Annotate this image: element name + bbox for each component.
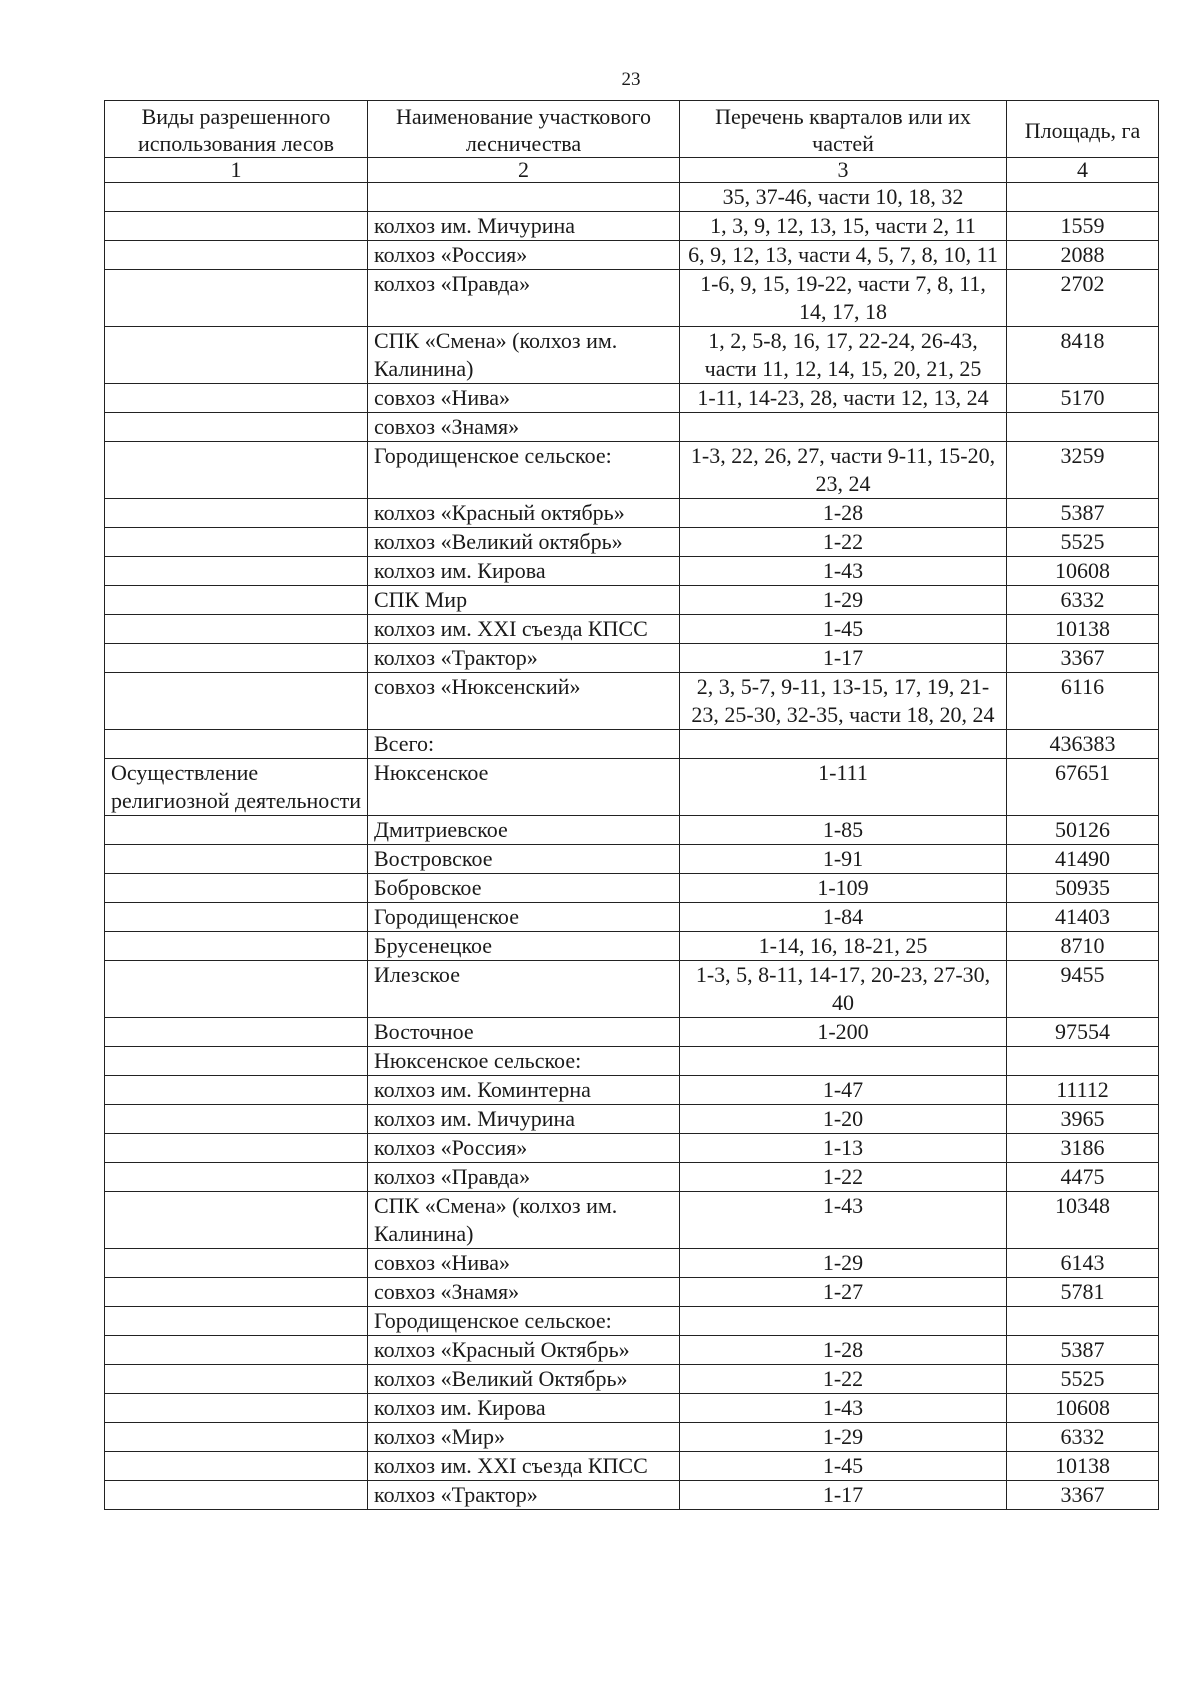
area-cell: 11112 [1007, 1076, 1159, 1105]
quarters-cell: 1-3, 22, 26, 27, части 9-11, 15-20, 23, 24 [680, 442, 1007, 499]
area-cell: 67651 [1007, 759, 1159, 816]
forestry-name-cell: Бобровское [368, 874, 680, 903]
table-row [105, 903, 1159, 932]
quarters-cell: 1-111 [680, 759, 1007, 816]
quarters-cell: 1-11, 14-23, 28, части 12, 13, 24 [680, 384, 1007, 413]
area-cell: 6143 [1007, 1249, 1159, 1278]
use-type-cell [105, 183, 368, 212]
quarters-cell: 1-22 [680, 528, 1007, 557]
area-cell: 50935 [1007, 874, 1159, 903]
use-type-cell [105, 557, 368, 586]
forestry-name-cell: Восточное [368, 1018, 680, 1047]
use-type-cell [105, 1423, 368, 1452]
quarters-cell: 1-28 [680, 499, 1007, 528]
quarters-cell: 1-27 [680, 1278, 1007, 1307]
forestry-name-cell: Всего: [368, 730, 680, 759]
table-row [105, 932, 1159, 961]
table-row [105, 1365, 1159, 1394]
table-row [105, 212, 1159, 241]
use-type-cell [105, 644, 368, 673]
table-header-row [105, 101, 1159, 158]
area-cell: 50126 [1007, 816, 1159, 845]
forestry-name-cell: совхоз «Нива» [368, 384, 680, 413]
area-cell: 436383 [1007, 730, 1159, 759]
table-row [105, 499, 1159, 528]
quarters-cell: 1-200 [680, 1018, 1007, 1047]
forestry-name-cell: Илезское [368, 961, 680, 1018]
table-row [105, 557, 1159, 586]
table-row [105, 442, 1159, 499]
forestry-name-cell: Городищенское [368, 903, 680, 932]
area-cell: 41490 [1007, 845, 1159, 874]
table-row [105, 1481, 1159, 1510]
quarters-cell: 1-45 [680, 615, 1007, 644]
forestry-name-cell: Брусенецкое [368, 932, 680, 961]
use-type-cell: Осуществление религиозной деятельности [105, 759, 368, 816]
use-type-cell [105, 903, 368, 932]
forestry-name-cell: колхоз «Красный октябрь» [368, 499, 680, 528]
quarters-cell: 1-109 [680, 874, 1007, 903]
use-type-cell [105, 673, 368, 730]
forestry-name-cell: колхоз «Правда» [368, 270, 680, 327]
use-type-cell [105, 1192, 368, 1249]
table-row [105, 1047, 1159, 1076]
area-cell: 6116 [1007, 673, 1159, 730]
forest-use-table [104, 100, 1159, 1510]
header-use-type: Виды разрешенного использования лесов [105, 101, 368, 158]
area-cell [1007, 413, 1159, 442]
column-number: 1 [105, 158, 368, 183]
forestry-name-cell: колхоз «Мир» [368, 1423, 680, 1452]
table-row [105, 759, 1159, 816]
area-cell: 3367 [1007, 1481, 1159, 1510]
use-type-cell [105, 615, 368, 644]
forestry-name-cell: колхоз им. Мичурина [368, 212, 680, 241]
column-number: 4 [1007, 158, 1159, 183]
table-row [105, 384, 1159, 413]
area-cell: 4475 [1007, 1163, 1159, 1192]
column-number: 3 [680, 158, 1007, 183]
area-cell: 3186 [1007, 1134, 1159, 1163]
area-cell: 5781 [1007, 1278, 1159, 1307]
column-number-row [105, 158, 1159, 183]
column-number: 2 [368, 158, 680, 183]
quarters-cell: 1-43 [680, 1192, 1007, 1249]
area-cell: 8418 [1007, 327, 1159, 384]
use-type-cell [105, 586, 368, 615]
table-row [105, 1336, 1159, 1365]
area-cell: 6332 [1007, 586, 1159, 615]
area-cell: 5387 [1007, 1336, 1159, 1365]
use-type-cell [105, 1336, 368, 1365]
table-row [105, 730, 1159, 759]
use-type-cell [105, 1076, 368, 1105]
forestry-name-cell: колхоз «Красный Октябрь» [368, 1336, 680, 1365]
table-row [105, 413, 1159, 442]
area-cell: 3259 [1007, 442, 1159, 499]
use-type-cell [105, 874, 368, 903]
forestry-name-cell: колхоз им. XXI съезда КПСС [368, 615, 680, 644]
table-row [105, 1192, 1159, 1249]
forestry-name-cell: колхоз им. Мичурина [368, 1105, 680, 1134]
area-cell: 2088 [1007, 241, 1159, 270]
use-type-cell [105, 730, 368, 759]
area-cell: 3965 [1007, 1105, 1159, 1134]
quarters-cell: 1-17 [680, 644, 1007, 673]
area-cell [1007, 1307, 1159, 1336]
quarters-cell: 1, 2, 5-8, 16, 17, 22-24, 26-43, части 11, 12, 14, 15, 20, 21, 25 [680, 327, 1007, 384]
quarters-cell: 1-43 [680, 557, 1007, 586]
forestry-name-cell: Нюксенское сельское: [368, 1047, 680, 1076]
forestry-name-cell: колхоз «Правда» [368, 1163, 680, 1192]
quarters-cell: 1-22 [680, 1163, 1007, 1192]
quarters-cell: 1-47 [680, 1076, 1007, 1105]
quarters-cell: 1-84 [680, 903, 1007, 932]
area-cell: 8710 [1007, 932, 1159, 961]
forestry-name-cell: Востровское [368, 845, 680, 874]
area-cell: 1559 [1007, 212, 1159, 241]
quarters-cell: 1-20 [680, 1105, 1007, 1134]
use-type-cell [105, 845, 368, 874]
area-cell: 10138 [1007, 615, 1159, 644]
table-row [105, 1249, 1159, 1278]
use-type-cell [105, 1278, 368, 1307]
table-row [105, 1105, 1159, 1134]
quarters-cell: 1-85 [680, 816, 1007, 845]
use-type-cell [105, 961, 368, 1018]
area-cell: 5170 [1007, 384, 1159, 413]
quarters-cell: 1, 3, 9, 12, 13, 15, части 2, 11 [680, 212, 1007, 241]
quarters-cell: 1-22 [680, 1365, 1007, 1394]
use-type-cell [105, 1481, 368, 1510]
table-row [105, 1394, 1159, 1423]
area-cell: 5525 [1007, 1365, 1159, 1394]
quarters-cell: 1-17 [680, 1481, 1007, 1510]
use-type-cell [105, 1394, 368, 1423]
use-type-cell [105, 528, 368, 557]
forestry-name-cell: совхоз «Нюксенский» [368, 673, 680, 730]
forestry-name-cell: колхоз «Россия» [368, 1134, 680, 1163]
table-row [105, 961, 1159, 1018]
table-row [105, 1278, 1159, 1307]
forestry-name-cell: колхоз «Трактор» [368, 644, 680, 673]
quarters-cell: 1-29 [680, 1423, 1007, 1452]
forestry-name-cell: Дмитриевское [368, 816, 680, 845]
table-row [105, 1163, 1159, 1192]
table-row [105, 241, 1159, 270]
quarters-cell: 1-29 [680, 586, 1007, 615]
forestry-name-cell: Городищенское сельское: [368, 1307, 680, 1336]
area-cell: 6332 [1007, 1423, 1159, 1452]
forestry-name-cell: СПК «Смена» (колхоз им. Калинина) [368, 1192, 680, 1249]
table-row [105, 816, 1159, 845]
area-cell: 5387 [1007, 499, 1159, 528]
table-row [105, 270, 1159, 327]
table-row [105, 1134, 1159, 1163]
table-row [105, 1018, 1159, 1047]
forestry-name-cell: совхоз «Нива» [368, 1249, 680, 1278]
forestry-name-cell: колхоз «Великий Октябрь» [368, 1365, 680, 1394]
area-cell: 41403 [1007, 903, 1159, 932]
use-type-cell [105, 1134, 368, 1163]
area-cell: 9455 [1007, 961, 1159, 1018]
table-row [105, 673, 1159, 730]
use-type-cell [105, 932, 368, 961]
use-type-cell [105, 1365, 368, 1394]
quarters-cell [680, 730, 1007, 759]
table-row [105, 586, 1159, 615]
header-area: Площадь, га [1007, 101, 1159, 158]
use-type-cell [105, 327, 368, 384]
forestry-name-cell: Нюксенское [368, 759, 680, 816]
area-cell: 10348 [1007, 1192, 1159, 1249]
forestry-name-cell: колхоз «Трактор» [368, 1481, 680, 1510]
quarters-cell: 1-13 [680, 1134, 1007, 1163]
quarters-cell: 1-43 [680, 1394, 1007, 1423]
forestry-name-cell: колхоз им. Кирова [368, 557, 680, 586]
use-type-cell [105, 1249, 368, 1278]
area-cell: 2702 [1007, 270, 1159, 327]
use-type-cell [105, 1018, 368, 1047]
use-type-cell [105, 212, 368, 241]
forestry-name-cell: колхоз им. XXI съезда КПСС [368, 1452, 680, 1481]
quarters-cell: 6, 9, 12, 13, части 4, 5, 7, 8, 10, 11 [680, 241, 1007, 270]
table-row [105, 1076, 1159, 1105]
table-body [105, 183, 1159, 1510]
area-cell: 10608 [1007, 1394, 1159, 1423]
header-forestry-name: Наименование участкового лесничества [368, 101, 680, 158]
use-type-cell [105, 413, 368, 442]
use-type-cell [105, 442, 368, 499]
area-cell [1007, 183, 1159, 212]
forestry-name-cell: колхоз «Россия» [368, 241, 680, 270]
area-cell: 5525 [1007, 528, 1159, 557]
header-quarters: Перечень кварталов или их частей [680, 101, 1007, 158]
quarters-cell: 2, 3, 5-7, 9-11, 13-15, 17, 19, 21-23, 25-30, 32-35, части 18, 20, 24 [680, 673, 1007, 730]
quarters-cell: 1-45 [680, 1452, 1007, 1481]
use-type-cell [105, 816, 368, 845]
use-type-cell [105, 1307, 368, 1336]
table-row [105, 845, 1159, 874]
quarters-cell: 1-3, 5, 8-11, 14-17, 20-23, 27-30, 40 [680, 961, 1007, 1018]
use-type-cell [105, 1452, 368, 1481]
use-type-cell [105, 1163, 368, 1192]
use-type-cell [105, 241, 368, 270]
forestry-name-cell: СПК Мир [368, 586, 680, 615]
area-cell: 3367 [1007, 644, 1159, 673]
forestry-name-cell: колхоз им. Кирова [368, 1394, 680, 1423]
use-type-cell [105, 1105, 368, 1134]
quarters-cell [680, 1047, 1007, 1076]
use-type-cell [105, 270, 368, 327]
quarters-cell: 1-29 [680, 1249, 1007, 1278]
forestry-name-cell: совхоз «Знамя» [368, 413, 680, 442]
quarters-cell: 1-14, 16, 18-21, 25 [680, 932, 1007, 961]
area-cell: 97554 [1007, 1018, 1159, 1047]
table-row [105, 1423, 1159, 1452]
quarters-cell: 35, 37-46, части 10, 18, 32 [680, 183, 1007, 212]
table-row [105, 1307, 1159, 1336]
table-row [105, 1452, 1159, 1481]
table-row [105, 183, 1159, 212]
table-row [105, 528, 1159, 557]
forestry-name-cell: совхоз «Знамя» [368, 1278, 680, 1307]
page-number: 23 [621, 69, 641, 90]
quarters-cell: 1-28 [680, 1336, 1007, 1365]
area-cell: 10608 [1007, 557, 1159, 586]
quarters-cell: 1-6, 9, 15, 19-22, части 7, 8, 11, 14, 17, 18 [680, 270, 1007, 327]
use-type-cell [105, 1047, 368, 1076]
quarters-cell [680, 413, 1007, 442]
table-row [105, 644, 1159, 673]
use-type-cell [105, 384, 368, 413]
forestry-name-cell: Городищенское сельское: [368, 442, 680, 499]
forestry-name-cell [368, 183, 680, 212]
forestry-name-cell: колхоз «Великий октябрь» [368, 528, 680, 557]
table-row [105, 615, 1159, 644]
quarters-cell: 1-91 [680, 845, 1007, 874]
use-type-cell [105, 499, 368, 528]
area-cell: 10138 [1007, 1452, 1159, 1481]
forestry-name-cell: СПК «Смена» (колхоз им. Калинина) [368, 327, 680, 384]
area-cell [1007, 1047, 1159, 1076]
quarters-cell [680, 1307, 1007, 1336]
table-row [105, 327, 1159, 384]
forestry-name-cell: колхоз им. Коминтерна [368, 1076, 680, 1105]
table-row [105, 874, 1159, 903]
